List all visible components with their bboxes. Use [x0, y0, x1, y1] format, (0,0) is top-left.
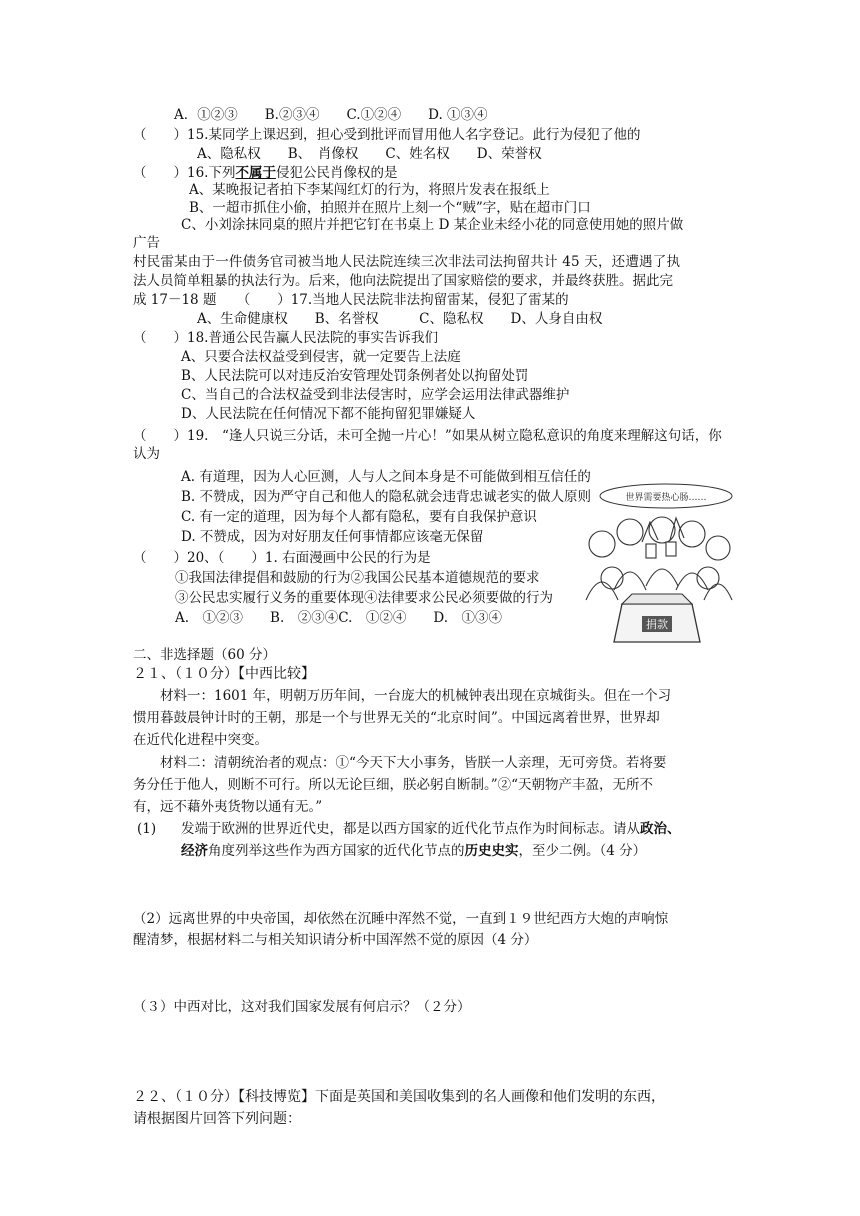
q21-material-2-line-1: 材料二：清朝统治者的观点：①“今天下大小事务，皆朕一人亲理，无可旁贷。若将要: [160, 755, 667, 771]
q16-option-cd: C、小刘涂抹同桌的照片并把它钉在书桌上 D 某企业未经小花的同意使用她的照片做: [181, 217, 684, 233]
q17-options: A、生命健康权 B、名誉权 C、隐私权 D、人身自由权: [197, 311, 603, 327]
q21-part-1-text-d: 角度列举这些作为西方国家的近代化节点的: [208, 843, 465, 859]
q19-option-a: A. 有道理，因为人心叵测，人与人之间本身是不可能做到相互信任的: [181, 469, 591, 485]
q21-material-2-line-3: 有，远不藉外夷货物以通有无。”: [133, 799, 323, 815]
q20-stem: （ ）20、（ ）1. 右面漫画中公民的行为是: [133, 550, 431, 566]
q21-material-1-line-2: 惯用暮鼓晨钟计时的王朝，那是一个与世界无关的“北京时间”。中国远离着世界，世界却: [133, 710, 660, 726]
q14-options: A．①②③ B.②③④ C.①②④ D. ①③④: [174, 107, 488, 123]
q21-part-1-line-2: [181, 842, 646, 860]
q21-part-1-number: (1): [137, 821, 157, 837]
q16-stem-post: 侵犯公民肖像权的是: [275, 165, 398, 181]
q21-part-2-line-2: 醒清梦，根据材料二与相关知识请分析中国浑然不觉的原因（4 分）: [133, 932, 538, 948]
q21-part-1-emph-economy: 经济: [181, 843, 208, 859]
q22-line-1: ２２、（１０分）【科技博览】下面是英国和美国收集到的名人画像和他们发明的东西，: [133, 1089, 665, 1105]
q16-stem: [133, 164, 397, 182]
cartoon-caption: 世界需要热心肠……: [625, 493, 707, 503]
q15-options: A、隐私权 B、 肖像权 C、姓名权 D、荣誉权: [197, 146, 542, 162]
section-2-title: 二、非选择题（60 分）: [133, 647, 276, 663]
q18-option-b: B、人民法院可以对违反治安管理处罚条例者处以拘留处罚: [181, 368, 529, 384]
q21-material-2-line-2: 务分任于他人，则断不可行。所以无论巨细，朕必躬自断制。”②“天朝物产丰盈，无所不: [133, 777, 654, 793]
q21-part-3: （３）中西对比，这对我们国家发展有何启示？（２分）: [133, 999, 471, 1015]
q21-part-1-emph-facts: 历史史实: [464, 843, 519, 859]
q18-option-d: D、人民法院在任何情况下都不能拘留犯罪嫌疑人: [181, 406, 476, 422]
material-line-3: 成 17－18 题 （ ）17.当地人民法院非法拘留雷某，侵犯了雷某的: [133, 292, 569, 308]
q18-stem: （ ）18.普通公民告赢人民法院的事实告诉我们: [133, 330, 438, 346]
q21-part-1-emph-politics: 政治、: [640, 821, 681, 837]
q20-statement-1: ①我国法律提倡和鼓励的行为②我国公民基本道德规范的要求: [175, 570, 540, 586]
material-line-2: 法人员简单粗暴的执法行为。后来，他向法院提出了国家赔偿的要求，并最终获胜。据此完: [133, 273, 673, 289]
cartoon-box-label: 捐款: [646, 618, 668, 631]
q19-option-d: D. 不赞成，因为对好朋友任何事情都应该毫无保留: [181, 529, 484, 545]
q22-line-2: 请根据图片回答下列问题：: [133, 1111, 301, 1127]
q21-part-2-line-1: （2）远离世界的中央帝国，却依然在沉睡中浑然不觉，一直到１９世纪西方大炮的声响惊: [133, 911, 669, 927]
q19-stem: （ ）19. “逢人只说三分话，未可全抛一片心！”如果从树立隐私意识的角度来理解这句话，你: [133, 428, 722, 444]
q16-option-cd-cont: 广告: [133, 235, 160, 251]
q18-option-c: C、当自己的合法权益受到非法侵害时，应学会运用法律武器维护: [181, 387, 570, 403]
q16-stem-emphasis: 不属于: [235, 165, 276, 181]
q21-material-1-line-3: 在近代化进程中突变。: [133, 732, 268, 748]
q21-material-1-line-1: 材料一：1601 年，明朝万历年间，一台庞大的机械钟表出现在京城街头。但在一个习: [160, 688, 672, 704]
q19-option-b: B. 不赞成，因为严守自己和他人的隐私就会违背忠诚老实的做人原则: [181, 489, 592, 505]
q15-stem: （ ）15.某同学上课迟到，担心受到批评而冒用他人名字登记。此行为侵犯了他的: [133, 127, 641, 143]
q19-option-c: C. 有一定的道理，因为每个人都有隐私，要有自我保护意识: [181, 509, 537, 525]
donation-cartoon-image: [572, 482, 738, 648]
q16-option-b: B、一超市抓住小偷，拍照并在照片上刻一个“贼”字，贴在超市门口: [189, 200, 591, 216]
q21-part-1-line-1: [181, 820, 681, 838]
q21-part-1-text-a: 发端于欧洲的世界近代史，都是以西方国家的近代化节点作为时间标志。请从: [181, 821, 640, 837]
q16-option-a: A、某晚报记者拍下李某闯红灯的行为，将照片发表在报纸上: [189, 182, 550, 198]
q21-part-1-text-f: ，至少二例。（4 分）: [518, 843, 647, 859]
q16-stem-pre: （ ）16.下列: [133, 165, 236, 181]
q18-option-a: A、只要合法权益受到侵害，就一定要告上法庭: [181, 349, 461, 365]
q20-options: A. ①②③ B. ②③④C. ①②④ D. ①③④: [175, 610, 503, 626]
q21-heading: ２１、（１０分）【中西比较】: [133, 666, 315, 682]
q20-statement-2: ③公民忠实履行义务的重要体现④法律要求公民必须要做的行为: [175, 590, 553, 606]
q19-stem-cont: 认为: [133, 446, 160, 462]
material-line-1: 村民雷某由于一件债务官司被当地人民法院连续三次非法司法拘留共计 45 天，还遭遇了执: [133, 254, 681, 270]
